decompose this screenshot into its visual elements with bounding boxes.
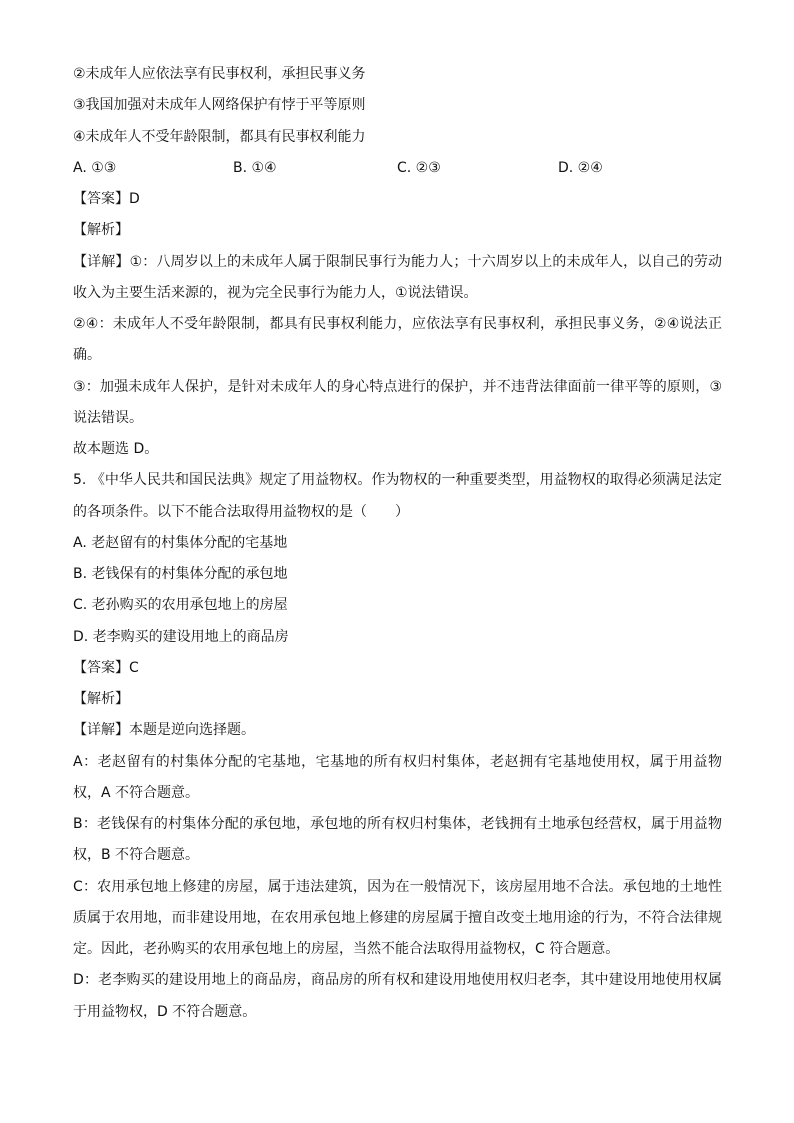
q5-analysis-label: 【解析】 <box>73 691 129 707</box>
q4-explanation-line: 确。 <box>73 347 101 364</box>
q4-statement-4: ④未成年人不受年龄限制，都具有民事权利能力 <box>73 128 366 145</box>
q5-option-c: C. 老孙购买的农用承包地上的房屋 <box>73 597 288 614</box>
q5-stem-line: 的各项条件。以下不能合法取得用益物权的是（ ） <box>73 503 409 520</box>
q4-statement-3: ③我国加强对未成年人网络保护有悖于平等原则 <box>73 97 366 114</box>
q4-statement-2: ②未成年人应依法享有民事权利，承担民事义务 <box>73 66 366 82</box>
q4-answer: 【答案】D <box>73 191 140 207</box>
q4-option-c: C. ②③ <box>397 159 441 176</box>
q5-explanation-line: 质属于农用地，而非建设用地，在农用承包地上修建的房屋属于擅自改变土地用途的行为，不符合法律规 <box>73 909 722 926</box>
q5-explanation-line: 【详解】本题是逆向选择题。 <box>73 722 255 739</box>
q5-option-b: B. 老钱保有的村集体分配的承包地 <box>73 566 288 582</box>
q4-explanation-line: ②④：未成年人不受年龄限制，都具有民事权利能力，应依法享有民事权利，承担民事义务，②④说法正 <box>73 316 722 332</box>
q4-option-d: D. ②④ <box>558 159 603 176</box>
q5-option-d: D. 老李购买的建设用地上的商品房 <box>73 628 289 645</box>
q5-option-a: A. 老赵留有的村集体分配的宅基地 <box>73 534 288 551</box>
q4-options <box>73 153 722 184</box>
q5-explanation-line: D：老李购买的建设用地上的商品房，商品房的所有权和建设用地使用权归老李，其中建设用地使用权属 <box>73 972 722 989</box>
q5-explanation-line: 于用益物权，D 不符合题意。 <box>73 1003 257 1020</box>
q5-explanation-line: A：老赵留有的村集体分配的宅基地，宅基地的所有权归村集体，老赵拥有宅基地使用权，属于用益物 <box>73 753 722 770</box>
q5-explanation-line: 定。因此，老孙购买的农用承包地上的房屋，当然不能合法取得用益物权，C 符合题意。 <box>73 941 620 957</box>
q4-option-b: B. ①④ <box>233 159 277 176</box>
q5-answer: 【答案】C <box>73 659 139 676</box>
q4-conclusion: 故本题选 D。 <box>73 441 159 457</box>
document-page <box>73 59 722 1028</box>
q4-option-a: A. ①③ <box>73 159 117 176</box>
q4-explanation-line: 收入为主要生活来源的，视为完全民事行为能力人，①说法错误。 <box>73 284 478 301</box>
q5-explanation-line: C：农用承包地上修建的房屋，属于违法建筑，因为在一般情况下，该房屋用地不合法。承包地的土地性 <box>73 878 722 895</box>
q5-explanation-line: 权，B 不符合题意。 <box>73 847 200 864</box>
q4-explanation-line: ③：加强未成年人保护，是针对未成年人的身心特点进行的保护，并不违背法律面前一律平等的原则，③ <box>73 378 722 395</box>
q4-analysis-label: 【解析】 <box>73 222 129 239</box>
q5-explanation-line: B：老钱保有的村集体分配的承包地，承包地的所有权归村集体，老钱拥有土地承包经营权，属于用益物 <box>73 816 722 832</box>
q4-explanation-line: 【详解】①：八周岁以上的未成年人属于限制民事行为能力人；十六周岁以上的未成年人，以自己的劳动 <box>73 253 722 270</box>
q4-explanation-line: 说法错误。 <box>73 409 143 426</box>
q5-stem-line: 5. 《中华人民共和国民法典》规定了用益物权。作为物权的一种重要类型，用益物权的取得必须满足法定 <box>73 472 722 489</box>
q5-explanation-line: 权，A 不符合题意。 <box>73 784 200 801</box>
